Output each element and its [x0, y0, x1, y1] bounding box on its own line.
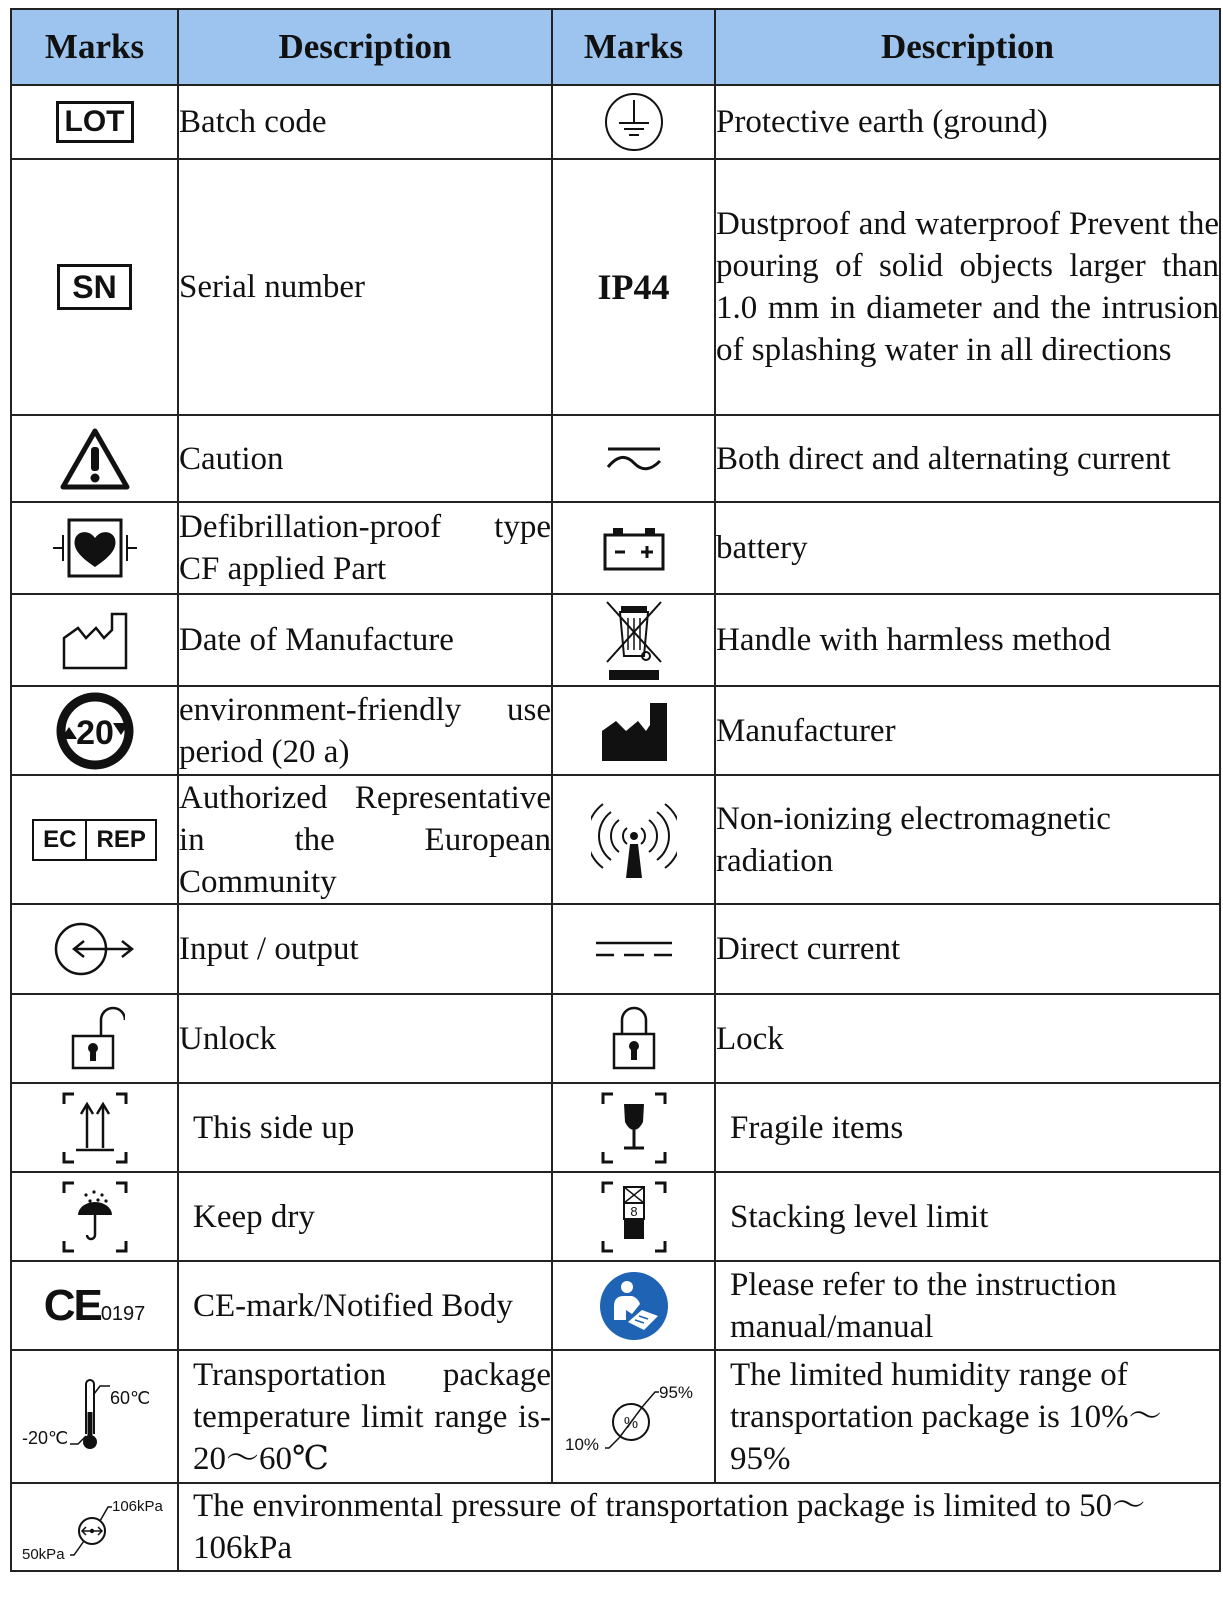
ac-dc-icon: [552, 415, 715, 502]
ec-rep-icon: [11, 775, 178, 904]
symbols-table: [10, 8, 1221, 1572]
humidity-high-label: 95%: [658, 1382, 693, 1402]
unlock-icon: [11, 994, 178, 1083]
eco-20-icon: [11, 686, 178, 775]
table-header-row: [11, 9, 1220, 85]
fragile-icon: [552, 1083, 715, 1172]
keep-dry-icon: [11, 1172, 178, 1261]
battery-desc: battery: [715, 502, 1220, 594]
table-row: [11, 502, 1220, 594]
defibrillation-proof-cf-icon: [11, 502, 178, 594]
table-row: [11, 594, 1220, 686]
stacking-limit-number: 8: [629, 1203, 638, 1219]
ce-mark-icon: [11, 1261, 178, 1350]
defibrillation-desc: Defibrillation-proof type CF applied Part: [178, 502, 552, 594]
ec-rep-desc: Authorized Representative in the European Community: [178, 775, 552, 904]
ip44-label: IP44: [597, 267, 670, 307]
pressure-limit-icon: [11, 1483, 178, 1571]
battery-icon: [552, 502, 715, 594]
header-marks-2: Marks: [552, 9, 715, 85]
sn-label: SN: [57, 264, 131, 310]
stacking-limit-icon: [552, 1172, 715, 1261]
serial-number-desc: Serial number: [178, 159, 552, 415]
notified-body-number: 0197: [100, 1302, 146, 1325]
ce-mark-label: CE: [43, 1280, 101, 1330]
table-row: [11, 1483, 1220, 1571]
humidity-low-label: 10%: [564, 1434, 599, 1454]
table-row: [11, 904, 1220, 994]
serial-number-icon: [11, 159, 178, 415]
eco-period-desc: environment-friendly use period (20 a): [178, 686, 552, 775]
temperature-limit-icon: [11, 1350, 178, 1483]
keep-dry-desc: Keep dry: [178, 1172, 552, 1261]
header-description-1: Description: [178, 9, 552, 85]
lot-icon: [11, 85, 178, 159]
ce-mark-desc: CE-mark/Notified Body: [178, 1261, 552, 1350]
temp-low-label: -20℃: [21, 1427, 68, 1448]
input-output-desc: Input / output: [178, 904, 552, 994]
manual-desc: Please refer to the instruction manual/manual: [715, 1261, 1220, 1350]
lock-desc: Lock: [715, 994, 1220, 1083]
table-row: [11, 159, 1220, 415]
refer-to-manual-icon: [552, 1261, 715, 1350]
eco-20-number: 20: [75, 713, 114, 752]
rep-label: REP: [85, 821, 154, 859]
radiation-desc: Non-ionizing electromagnetic radiation: [715, 775, 1220, 904]
header-description-2: Description: [715, 9, 1220, 85]
weee-bin-icon: [552, 594, 715, 686]
table-row: [11, 1172, 1220, 1261]
this-side-up-desc: This side up: [178, 1083, 552, 1172]
manufacturer-icon: [552, 686, 715, 775]
ip44-icon: [552, 159, 715, 415]
caution-icon: [11, 415, 178, 502]
date-of-manufacture-icon: [11, 594, 178, 686]
ec-label: EC: [43, 825, 77, 853]
direct-current-icon: [552, 904, 715, 994]
stacking-limit-desc: Stacking level limit: [715, 1172, 1220, 1261]
table-row: [11, 686, 1220, 775]
this-side-up-icon: [11, 1083, 178, 1172]
svg-text:%: %: [623, 1414, 638, 1432]
direct-current-desc: Direct current: [715, 904, 1220, 994]
pressure-desc: The environmental pressure of transportation package is limited to 50～106kPa: [178, 1483, 1220, 1571]
lock-icon: [552, 994, 715, 1083]
table-row: [11, 994, 1220, 1083]
weee-desc: Handle with harmless method: [715, 594, 1220, 686]
manufacturer-desc: Manufacturer: [715, 686, 1220, 775]
humidity-desc: The limited humidity range of transportation package is 10%～95%: [715, 1350, 1220, 1483]
caution-desc: Caution: [178, 415, 552, 502]
table-row: [11, 775, 1220, 904]
humidity-limit-icon: [552, 1350, 715, 1483]
protective-earth-desc: Protective earth (ground): [715, 85, 1220, 159]
table-row: [11, 85, 1220, 159]
table-row: [11, 415, 1220, 502]
lot-label: LOT: [56, 101, 134, 143]
pressure-low-label: 50kPa: [21, 1546, 65, 1563]
ip44-desc: Dustproof and waterproof Prevent the pouring of solid objects larger than 1.0 mm in diameter and the intrusion of splashing water in all directions: [715, 159, 1220, 415]
ac-dc-desc: Both direct and alternating current: [715, 415, 1220, 502]
protective-earth-icon: [552, 85, 715, 159]
unlock-desc: Unlock: [178, 994, 552, 1083]
table-row: [11, 1350, 1220, 1483]
input-output-icon: [11, 904, 178, 994]
pressure-high-label: 106kPa: [111, 1498, 163, 1515]
non-ionizing-radiation-icon: [552, 775, 715, 904]
table-row: [11, 1083, 1220, 1172]
table-row: [11, 1261, 1220, 1350]
header-marks-1: Marks: [11, 9, 178, 85]
date-of-manufacture-desc: Date of Manufacture: [178, 594, 552, 686]
batch-code-desc: Batch code: [178, 85, 552, 159]
fragile-desc: Fragile items: [715, 1083, 1220, 1172]
temp-high-label: 60℃: [109, 1387, 150, 1408]
temperature-desc: Transportation package temperature limit range is-20～60℃: [178, 1350, 552, 1483]
